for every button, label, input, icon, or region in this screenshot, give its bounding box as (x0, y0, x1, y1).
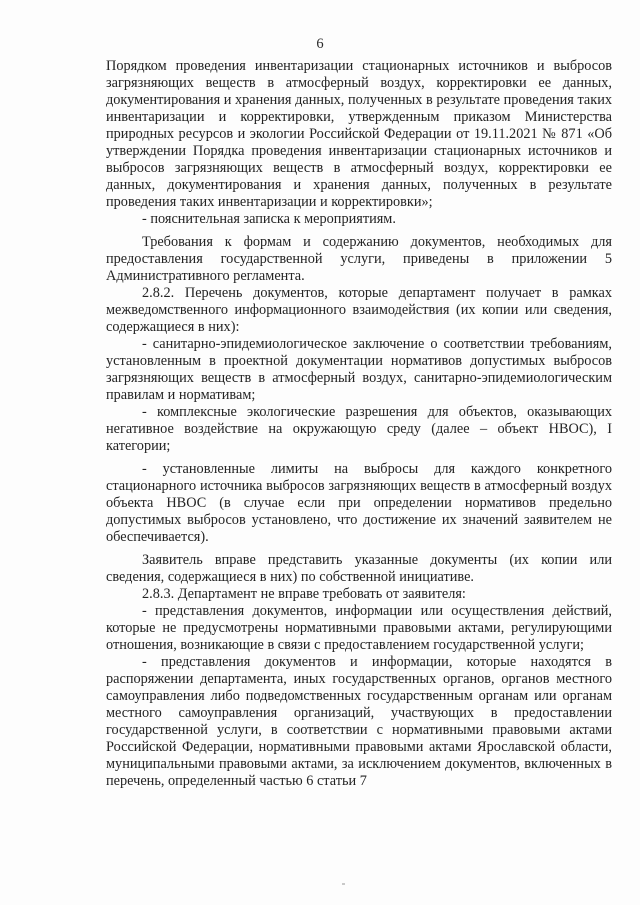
paragraph-explanatory-note: - пояснительная записка к мероприятиям. (142, 211, 396, 227)
paragraph-form-requirements: Требования к формам и содержанию документов, необходимых для предоставления государственной услуги, приведены в приложении 5 Административного регламента. (106, 234, 612, 284)
paragraph-applicant-right: Заявитель вправе представить указанные документы (их копии или сведения, содержащиеся в них) по собственной инициативе. (106, 552, 612, 585)
paragraph-inventory-order: Порядком проведения инвентаризации стационарных источников и выбросов загрязняющих веществ в атмосферный воздух, корректировки ее данных, документирования и хранения данных, полученных в результате проведения таких инвентаризации и корректировки, утвержденным приказом Министерства природных ресурсов и экологии Российской Федерации от 19.11.2021 № 871 «Об утверждении Порядка проведения инвентаризации стационарных источников и выбросов загрязняющих веществ в атмосферный воздух, корректировки ее данных, документирования и хранения данных, полученных в результате проведения таких инвентаризации и корректировки»; (106, 58, 612, 210)
paragraph-not-required-actions: - представления документов, информации или осуществления действий, которые не предусмотрены нормативными правовыми актами, регулирующими отношения, возникающие в связи с предоставлением государственной услуги; (106, 603, 612, 653)
scan-speck (342, 883, 345, 885)
document-body (106, 58, 612, 790)
paragraph-2-8-3: 2.8.3. Департамент не вправе требовать от заявителя: (142, 586, 466, 602)
paragraph-sanitary-conclusion: - санитарно-эпидемиологическое заключение о соответствии требованиям, установленным в проектной документации нормативов допустимых выбросов загрязняющих веществ в атмосферный воздух, санитарно-эпидемиологическим правилам и нормативам; (106, 336, 612, 403)
paragraph-not-required-documents: - представления документов и информации, которые находятся в распоряжении департамента, иных государственных органов, органов местного самоуправления либо подведомственных государственным органам или органам местного самоуправления организаций, участвующих в предоставлении государственной услуги, в соответствии с нормативными правовыми актами Российской Федерации, нормативными правовыми актами Ярославской области, муниципальными правовыми актами, за исключением документов, включенных в перечень, определенный частью 6 статьи 7 (106, 654, 612, 789)
paragraph-emission-limits: - установленные лимиты на выбросы для каждого конкретного стационарного источника выбросов загрязняющих веществ в атмосферный воздух объекта НВОС (в случае если при определении нормативов предельно допустимых выбросов установлено, что достижение их значений заявителем не обеспечивается). (106, 461, 612, 545)
paragraph-ecological-permits: - комплексные экологические разрешения для объектов, оказывающих негативное воздействие на окружающую среду (далее – объект НВОС), I категории; (106, 404, 612, 454)
paragraph-2-8-2: 2.8.2. Перечень документов, которые департамент получает в рамках межведомственного информационного взаимодействия (их копии или сведения, содержащиеся в них): (106, 285, 612, 335)
page-number: 6 (316, 36, 324, 52)
